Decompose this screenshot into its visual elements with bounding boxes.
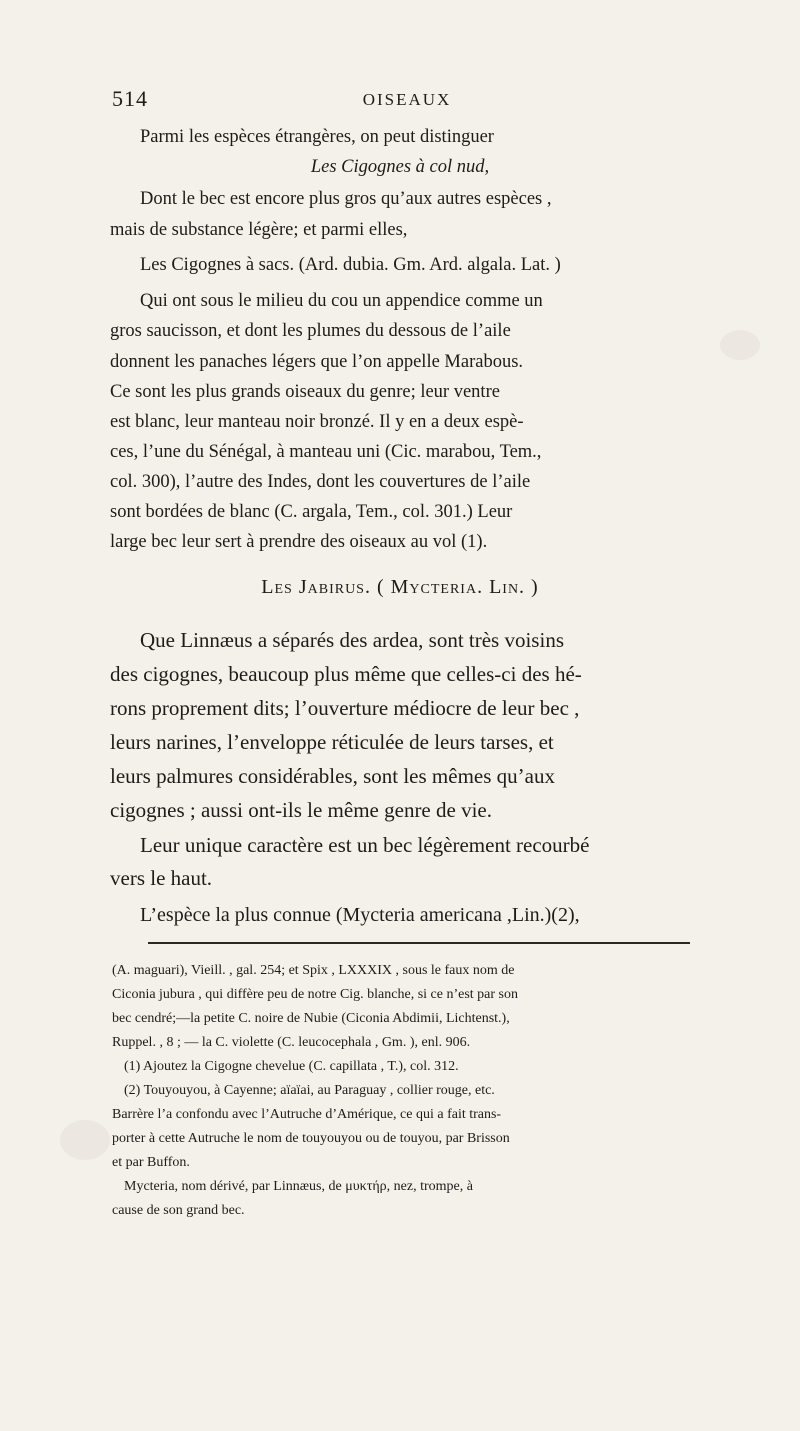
footnote-line: (1) Ajoutez la Cigogne chevelue (C. capillata , T.), col. 312.	[124, 1059, 459, 1074]
body-line: vers le haut.	[110, 866, 213, 890]
body-line: ces, l’une du Sénégal, à manteau uni (Cic. marabou, Tem.,	[110, 442, 542, 462]
body-line: cigognes ; aussi ont-ils le même genre de vie.	[110, 798, 492, 822]
page-number: 514	[112, 86, 148, 111]
section-heading: Les Jabirus. ( Mycteria. Lin. )	[261, 576, 539, 598]
body-line: Que Linnæus a séparés des ardea, sont très voisins	[140, 628, 564, 652]
footnote-line: et par Buffon.	[112, 1155, 190, 1170]
body-line: large bec leur sert à prendre des oiseaux au vol (1).	[110, 532, 488, 552]
running-head: OISEAUX	[362, 90, 452, 109]
body-line: Leur unique caractère est un bec légèrement recourbé	[140, 833, 590, 857]
footnote-line: porter à cette Autruche le nom de touyouyou ou de touyou, par Brisson	[112, 1131, 510, 1146]
body-line: L’espèce la plus connue (Mycteria americana ,Lin.)(2),	[140, 904, 580, 926]
body-line: Parmi les espèces étrangères, on peut distinguer	[140, 127, 494, 147]
body-line: col. 300), l’autre des Indes, dont les couvertures de l’aile	[110, 472, 531, 492]
footnote-line: (2) Touyouyou, à Cayenne; aïaïai, au Paraguay , collier rouge, etc.	[124, 1083, 495, 1098]
body-line: Les Cigognes à sacs. (Ard. dubia. Gm. Ard. algala. Lat. )	[140, 255, 561, 275]
body-line: sont bordées de blanc (C. argala, Tem., col. 301.) Leur	[110, 502, 513, 522]
footnote-line: Barrère l’a confondu avec l’Autruche d’Amérique, ce qui a fait trans-	[112, 1107, 502, 1122]
body-line: Dont le bec est encore plus gros qu’aux autres espèces ,	[140, 189, 552, 209]
body-line: des cigognes, beaucoup plus même que celles-ci des hé-	[110, 662, 582, 686]
footnote-rule	[148, 942, 690, 944]
footnote-line: cause de son grand bec.	[112, 1203, 245, 1218]
body-line: Qui ont sous le milieu du cou un appendice comme un	[140, 291, 543, 311]
body-line: donnent les panaches légers que l’on appelle Marabous.	[110, 352, 524, 372]
body-line: rons proprement dits; l’ouverture médiocre de leur bec ,	[110, 696, 580, 720]
body-line: Ce sont les plus grands oiseaux du genre; leur ventre	[110, 382, 500, 402]
footnote-line: (A. maguari), Vieill. , gal. 254; et Spix , LXXXIX , sous le faux nom de	[112, 963, 515, 978]
paper-stain	[720, 330, 760, 360]
body-line: mais de substance légère; et parmi elles,	[110, 220, 408, 240]
body-line: gros saucisson, et dont les plumes du dessous de l’aile	[110, 321, 511, 341]
footnote-line: Ciconia jubura , qui diffère peu de notre Cig. blanche, si ce n’est par son	[112, 987, 519, 1002]
paper-stain	[60, 1120, 110, 1160]
body-line: Les Cigognes à col nud,	[310, 157, 490, 177]
body-line: est blanc, leur manteau noir bronzé. Il y en a deux espè-	[110, 412, 524, 432]
footnote-line: bec cendré;—la petite C. noire de Nubie (Ciconia Abdimii, Lichtenst.),	[112, 1011, 510, 1026]
footnote-line: Ruppel. , 8 ; — la C. violette (C. leucocephala , Gm. ), enl. 906.	[112, 1035, 471, 1050]
running-header	[112, 86, 702, 116]
footnote-line: Mycteria, nom dérivé, par Linnæus, de μυκτήρ, nez, trompe, à	[124, 1179, 473, 1194]
body-line: leurs narines, l’enveloppe réticulée de leurs tarses, et	[110, 730, 554, 754]
body-line: leurs palmures considérables, sont les mêmes qu’aux	[110, 764, 555, 788]
